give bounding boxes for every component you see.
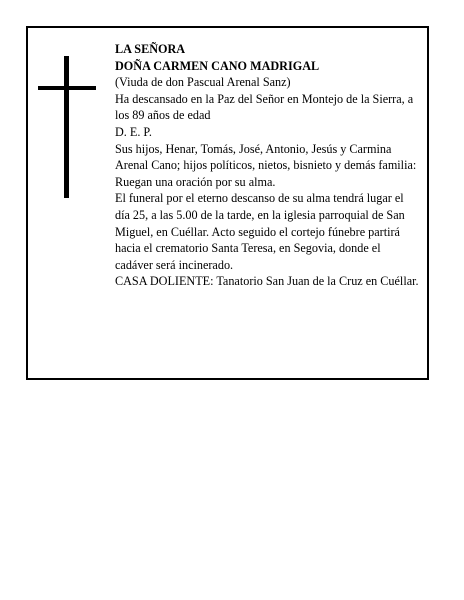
- funeral-details: El funeral por el eterno descanso de su alma tendrá lugar el día 25, a las 5.00 de la tarde, en la iglesia parroquial de San Miguel, en Cuéllar. Acto seguido el cortejo fúnebre partirá hacia el crematorio Santa Teresa, en Segovia, donde el cadáver será incinerado.: [115, 191, 405, 272]
- cross-icon: [38, 56, 96, 198]
- obituary-text: [115, 41, 421, 290]
- obituary-notice: [26, 26, 429, 380]
- dep-line: D. E. P.: [115, 124, 152, 139]
- obituary-heading: LA SEÑORA: [115, 42, 186, 56]
- cross-horizontal-bar: [38, 86, 96, 90]
- prayer-request: Ruegan una oración por su alma.: [115, 174, 276, 189]
- deceased-name: DOÑA CARMEN CANO MADRIGAL: [115, 58, 320, 73]
- house-of-mourning: CASA DOLIENTE: Tanatorio San Juan de la Cruz en Cuéllar.: [115, 274, 419, 289]
- widow-of: (Viuda de don Pascual Arenal Sanz): [115, 75, 291, 90]
- family-line: Sus hijos, Henar, Tomás, José, Antonio, Jesús y Carmina Arenal Cano; hijos políticos, nietos, bisnieto y demás familia:: [115, 141, 417, 173]
- cross-vertical-bar: [64, 56, 69, 198]
- death-notice: Ha descansado en la Paz del Señor en Montejo de la Sierra, a los 89 años de edad: [115, 91, 414, 123]
